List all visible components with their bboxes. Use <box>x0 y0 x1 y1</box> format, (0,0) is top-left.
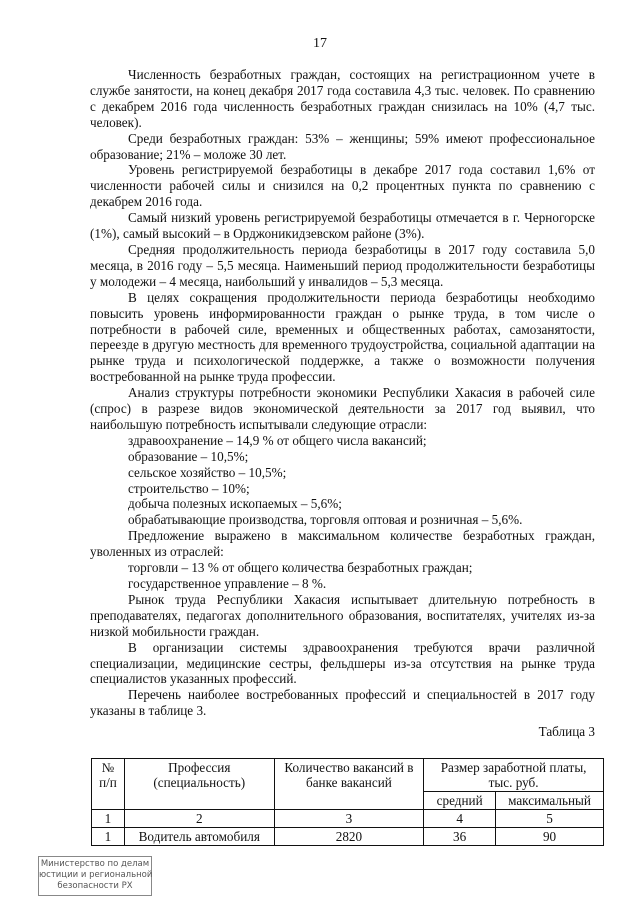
paragraph: В организации системы здравоохранения требуются врачи различной специализации, медицинские сестры, фельдшеры из-за отсутствия на рынке труда специалистов указанных профессий. <box>90 639 595 687</box>
header-salary-avg: средний <box>424 792 496 810</box>
paragraph: Рынок труда Республики Хакасия испытывает длительную потребность в преподавателях, педагогах дополнительного образования, воспитателях, учителях из-за низкой мобильности граждан. <box>90 591 595 639</box>
paragraph: Перечень наиболее востребованных профессий и специальностей в 2017 году указаны в таблице 3. <box>90 687 595 719</box>
paragraph: В целях сокращения продолжительности периода безработицы необходимо повысить уровень информированности граждан о рынке труда, в том числе о потребности в рабочей силе, временных и общественных работах, самозанятости, переезде в другую местность для временного трудоустройства, социальной адаптации на рынке труда и психологической поддержке, а также о возможности получения востребованной на рынке труда профессии. <box>90 289 595 385</box>
paragraph: Среди безработных граждан: 53% – женщины; 59% имеют профессиональное образование; 21% – моложе 30 лет. <box>90 130 595 162</box>
table-index-row <box>92 810 604 828</box>
header-num: № п/п <box>92 759 125 810</box>
paragraph: Численность безработных граждан, состоящих на регистрационном учете в службе занятости, на конец декабря 2017 года составила 4,3 тыс. человек. По сравнению с декабрем 2016 года численность безработных граждан снизилась на 10% (4,7 тыс. человек). <box>90 67 595 130</box>
list-item: образование – 10,5%; <box>128 448 249 464</box>
table-cell: 36 <box>424 828 496 846</box>
page-number: 17 <box>313 36 327 51</box>
paragraph: Самый низкий уровень регистрируемой безработицы отмечается в г. Черногорске (1%), самый высокий – в Орджоникидзевском районе (3%). <box>90 210 595 242</box>
header-salary-max: максимальный <box>496 792 604 810</box>
list-item: добыча полезных ископаемых – 5,6%; <box>128 496 342 512</box>
professions-table <box>91 758 604 846</box>
document-body <box>90 67 595 740</box>
header-profession: Профессия (специальность) <box>124 759 274 810</box>
paragraph: Предложение выражено в максимальном количестве безработных граждан, уволенных из отраслей: <box>90 528 595 560</box>
table-cell: 1 <box>92 810 125 828</box>
table-cell: 5 <box>496 810 604 828</box>
list-item: торговли – 13 % от общего количества безработных граждан; <box>128 560 473 576</box>
list-item: обрабатывающие производства, торговля оптовая и розничная – 5,6%. <box>128 512 523 528</box>
header-vacancies: Количество вакансий в банке вакансий <box>274 759 424 810</box>
table-cell: 90 <box>496 828 604 846</box>
list-item: сельское хозяйство – 10,5%; <box>128 464 287 480</box>
stamp-line: юстиции и региональной <box>39 870 153 880</box>
table-cell: Водитель автомобиля <box>124 828 274 846</box>
table-row <box>92 828 604 846</box>
stamp-line: безопасности РХ <box>57 881 133 891</box>
list-item: строительство – 10%; <box>128 480 250 496</box>
table-header-row <box>92 759 604 792</box>
list-item: государственное управление – 8 %. <box>128 576 327 591</box>
table-cell: 4 <box>424 810 496 828</box>
list-item: здравоохранение – 14,9 % от общего числа вакансий; <box>128 432 427 448</box>
stamp-line: Министерство по делам <box>40 859 150 869</box>
paragraph: Средняя продолжительность периода безработицы в 2017 году составила 5,0 месяца, в 2016 году – 5,5 месяца. Наименьший период продолжительности безработицы у молодежи – 4 месяца, наибольший у инвалидов – 5,3 месяца. <box>90 241 595 289</box>
table-cell: 3 <box>274 810 424 828</box>
table-cell: 2 <box>124 810 274 828</box>
table-cell: 2820 <box>274 828 424 846</box>
ministry-stamp <box>38 856 152 896</box>
paragraph: Анализ структуры потребности экономики Республики Хакасия в рабочей силе (спрос) в разрезе видов экономической деятельности за 2017 год выявил, что наибольшую потребность испытывали следующие отрасли: <box>90 385 595 432</box>
paragraph: Уровень регистрируемой безработицы в декабре 2017 года составил 1,6% от численности рабочей силы и снизился на 0,2 процентных пункта по сравнению с декабрем 2016 года. <box>90 162 595 210</box>
table-cell: 1 <box>92 828 125 846</box>
header-salary: Размер заработной платы, тыс. руб. <box>424 759 604 792</box>
table-caption: Таблица 3 <box>538 724 595 740</box>
